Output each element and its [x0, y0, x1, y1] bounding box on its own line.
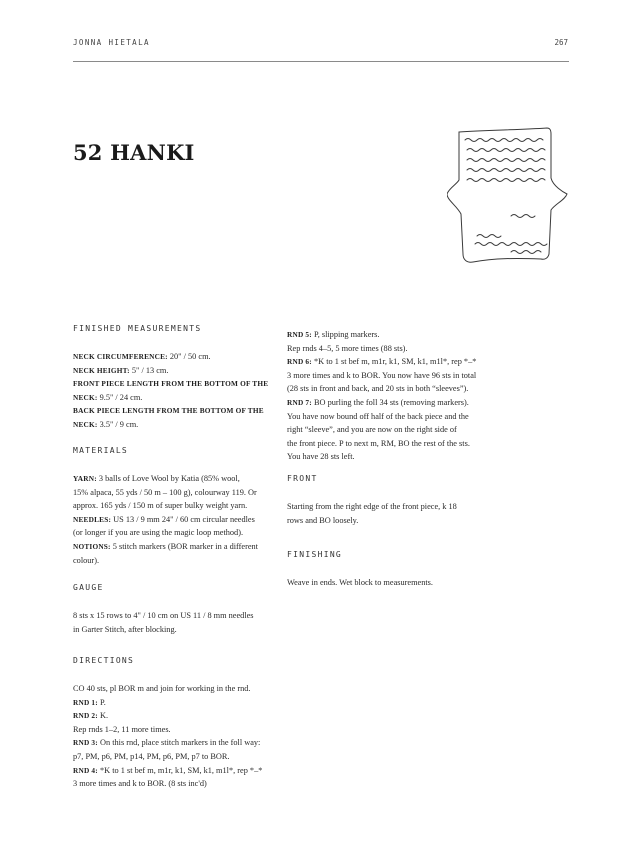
direction-line: (28 sts in front and back, and 20 sts in both “sleeves”). — [287, 384, 469, 394]
measurement-line: FRONT PIECE LENGTH FROM THE BOTTOM OF THE — [73, 379, 269, 389]
section-heading: FRONT — [287, 474, 318, 483]
direction-line: 3 more times and k to BOR. (8 sts inc'd) — [73, 779, 207, 789]
front-text: Starting from the right edge of the front piece, k 18 rows and BO loosely. — [287, 502, 457, 525]
direction-line: You have now bound off half of the back piece and the — [287, 411, 469, 421]
author-name: JONNA HIETALA — [73, 38, 150, 47]
direction-line: You have 28 sts left. — [287, 452, 355, 462]
gauge-text: 8 sts x 15 rows to 4" / 10 cm on US 11 / 8 mm needles in Garter Stitch, after blocking. — [73, 611, 254, 634]
section-heading: MATERIALS — [73, 446, 129, 455]
direction-line: 3 more times and k to BOR. You now have 96 sts in total — [287, 370, 477, 380]
measurement-line: NECK HEIGHT: 5" / 13 cm. — [73, 365, 169, 375]
direction-line: RND 6: *K to 1 st bef m, m1r, k1, SM, k1, m1l*, rep *–* — [287, 357, 477, 367]
measurements-list — [73, 350, 273, 432]
finished-measurements-section — [73, 324, 273, 446]
direction-line: p7, PM, p6, PM, p14, PM, p6, PM, p7 to BOR. — [73, 751, 230, 761]
materials-text — [73, 472, 273, 567]
front-section — [287, 474, 487, 550]
page-number: 267 — [554, 38, 568, 47]
section-heading: GAUGE — [73, 583, 104, 592]
finishing-section — [287, 550, 487, 590]
neck-warmer-sketch-icon — [447, 124, 587, 274]
header-divider — [73, 61, 569, 62]
materials-line: NEEDLES: US 13 / 9 mm 24" / 60 cm circular needles — [73, 514, 255, 524]
materials-line: NOTIONS: 5 stitch markers (BOR marker in a different — [73, 541, 258, 551]
materials-line: (or longer if you are using the magic loop method). — [73, 528, 244, 538]
materials-line: YARN: 3 balls of Love Wool by Katia (85% wool, — [73, 474, 240, 483]
section-heading: DIRECTIONS — [73, 656, 135, 665]
measurement-line: NECK CIRCUMFERENCE: 20" / 50 cm. — [73, 352, 211, 361]
pattern-title: 52 HANKI — [73, 140, 195, 165]
direction-line: RND 1: P. — [73, 697, 106, 707]
measurement-line: NECK: 3.5" / 9 cm. — [73, 419, 139, 429]
materials-section — [73, 446, 273, 583]
section-heading: FINISHING — [287, 550, 343, 559]
direction-line: CO 40 sts, pl BOR m and join for working in the rnd. — [73, 684, 251, 693]
materials-line: 15% alpaca, 55 yds / 50 m – 100 g), colourway 119. Or — [73, 487, 257, 497]
right-column — [287, 328, 487, 590]
directions-section — [73, 656, 273, 791]
direction-line: RND 4: *K to 1 st bef m, m1r, k1, SM, k1, m1l*, rep *–* — [73, 765, 263, 775]
directions-text — [287, 328, 487, 464]
direction-line: Rep rnds 1–2, 11 more times. — [73, 724, 171, 734]
direction-line: RND 2: K. — [73, 711, 109, 721]
materials-line: approx. 165 yds / 150 m of super bulky weight yarn. — [73, 501, 248, 511]
materials-line: colour). — [73, 555, 100, 565]
direction-line: Rep rnds 4–5, 5 more times (88 sts). — [287, 343, 408, 353]
left-column — [73, 324, 273, 791]
direction-line: the front piece. P to next m, RM, BO the rest of the sts. — [287, 438, 470, 448]
direction-line: RND 5: P, slipping markers. — [287, 330, 380, 339]
measurement-line: BACK PIECE LENGTH FROM THE BOTTOM OF THE — [73, 406, 264, 416]
finishing-text: Weave in ends. Wet block to measurements. — [287, 578, 433, 587]
direction-line: RND 7: BO purling the foll 34 sts (removing markers). — [287, 397, 469, 407]
measurement-line: NECK: 9.5" / 24 cm. — [73, 392, 143, 402]
directions-continued — [287, 328, 487, 474]
section-heading: FINISHED MEASUREMENTS — [73, 324, 202, 333]
gauge-section — [73, 583, 273, 656]
direction-line: right “sleeve”, and you are now on the right side of — [287, 425, 457, 435]
directions-text — [73, 682, 273, 791]
direction-line: RND 3: On this rnd, place stitch markers in the foll way: — [73, 738, 261, 748]
